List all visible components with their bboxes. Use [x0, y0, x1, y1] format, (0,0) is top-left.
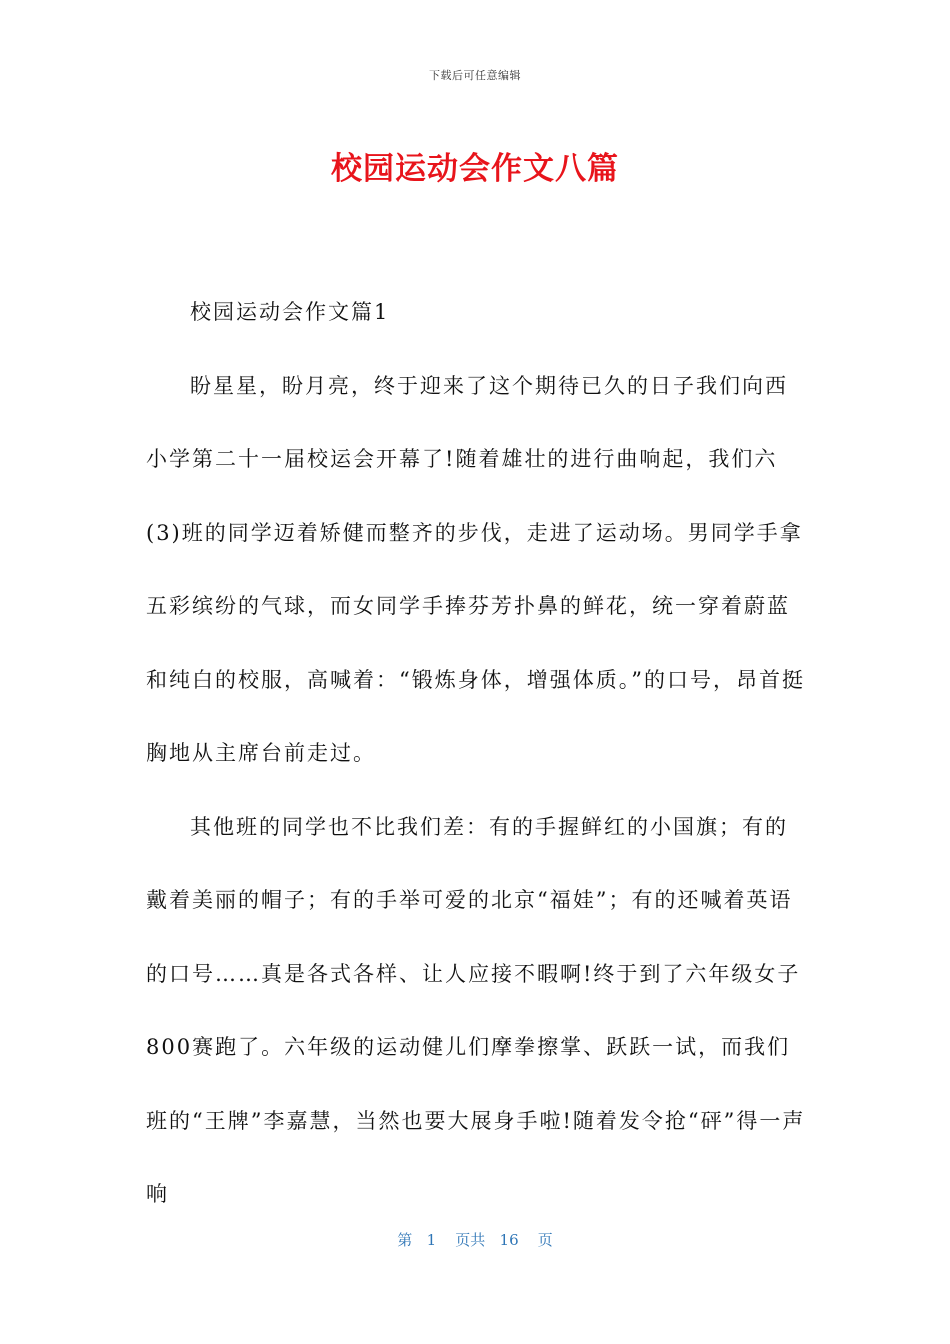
section-heading: 校园运动会作文篇1 — [190, 300, 390, 324]
footer-middle: 页共 — [455, 1231, 486, 1249]
header-note: 下载后可任意编辑 — [429, 69, 521, 82]
footer-prefix: 第 — [397, 1231, 413, 1249]
body-paragraph: 盼星星，盼月亮，终于迎来了这个期待已久的日子我们向西小学第二十一届校运会开幕了!随着雄壮的进行曲响起，我们六(3)班的同学迈着矫健而整齐的步伐，走进了运动场。男同学手拿五彩缤纷的气球，而女同学手捧芬芳扑鼻的鲜花，统一穿着蔚蓝和纯白的校服，高喊着：“锻炼身体，增强体质。”的口号，昂首挺胸地从主席台前走过。 — [146, 373, 805, 765]
document-title: 校园运动会作文八篇 — [331, 151, 619, 187]
document-body — [146, 276, 806, 1232]
page-footer — [0, 1229, 950, 1250]
current-page-number: 1 — [426, 1231, 437, 1249]
total-page-count: 16 — [499, 1231, 519, 1249]
body-paragraph: 其他班的同学也不比我们差：有的手握鲜红的小国旗；有的戴着美丽的帽子；有的手举可爱的北京“福娃”；有的还喊着英语的口号……真是各式各样、让人应接不暇啊!终于到了六年级女子800赛跑了。六年级的运动健儿们摩拳擦掌、跃跃一试，而我们班的“王牌”李嘉慧，当然也要大展身手啦!随着发令抢“砰”得一声响 — [146, 814, 806, 1206]
footer-suffix: 页 — [537, 1231, 553, 1249]
